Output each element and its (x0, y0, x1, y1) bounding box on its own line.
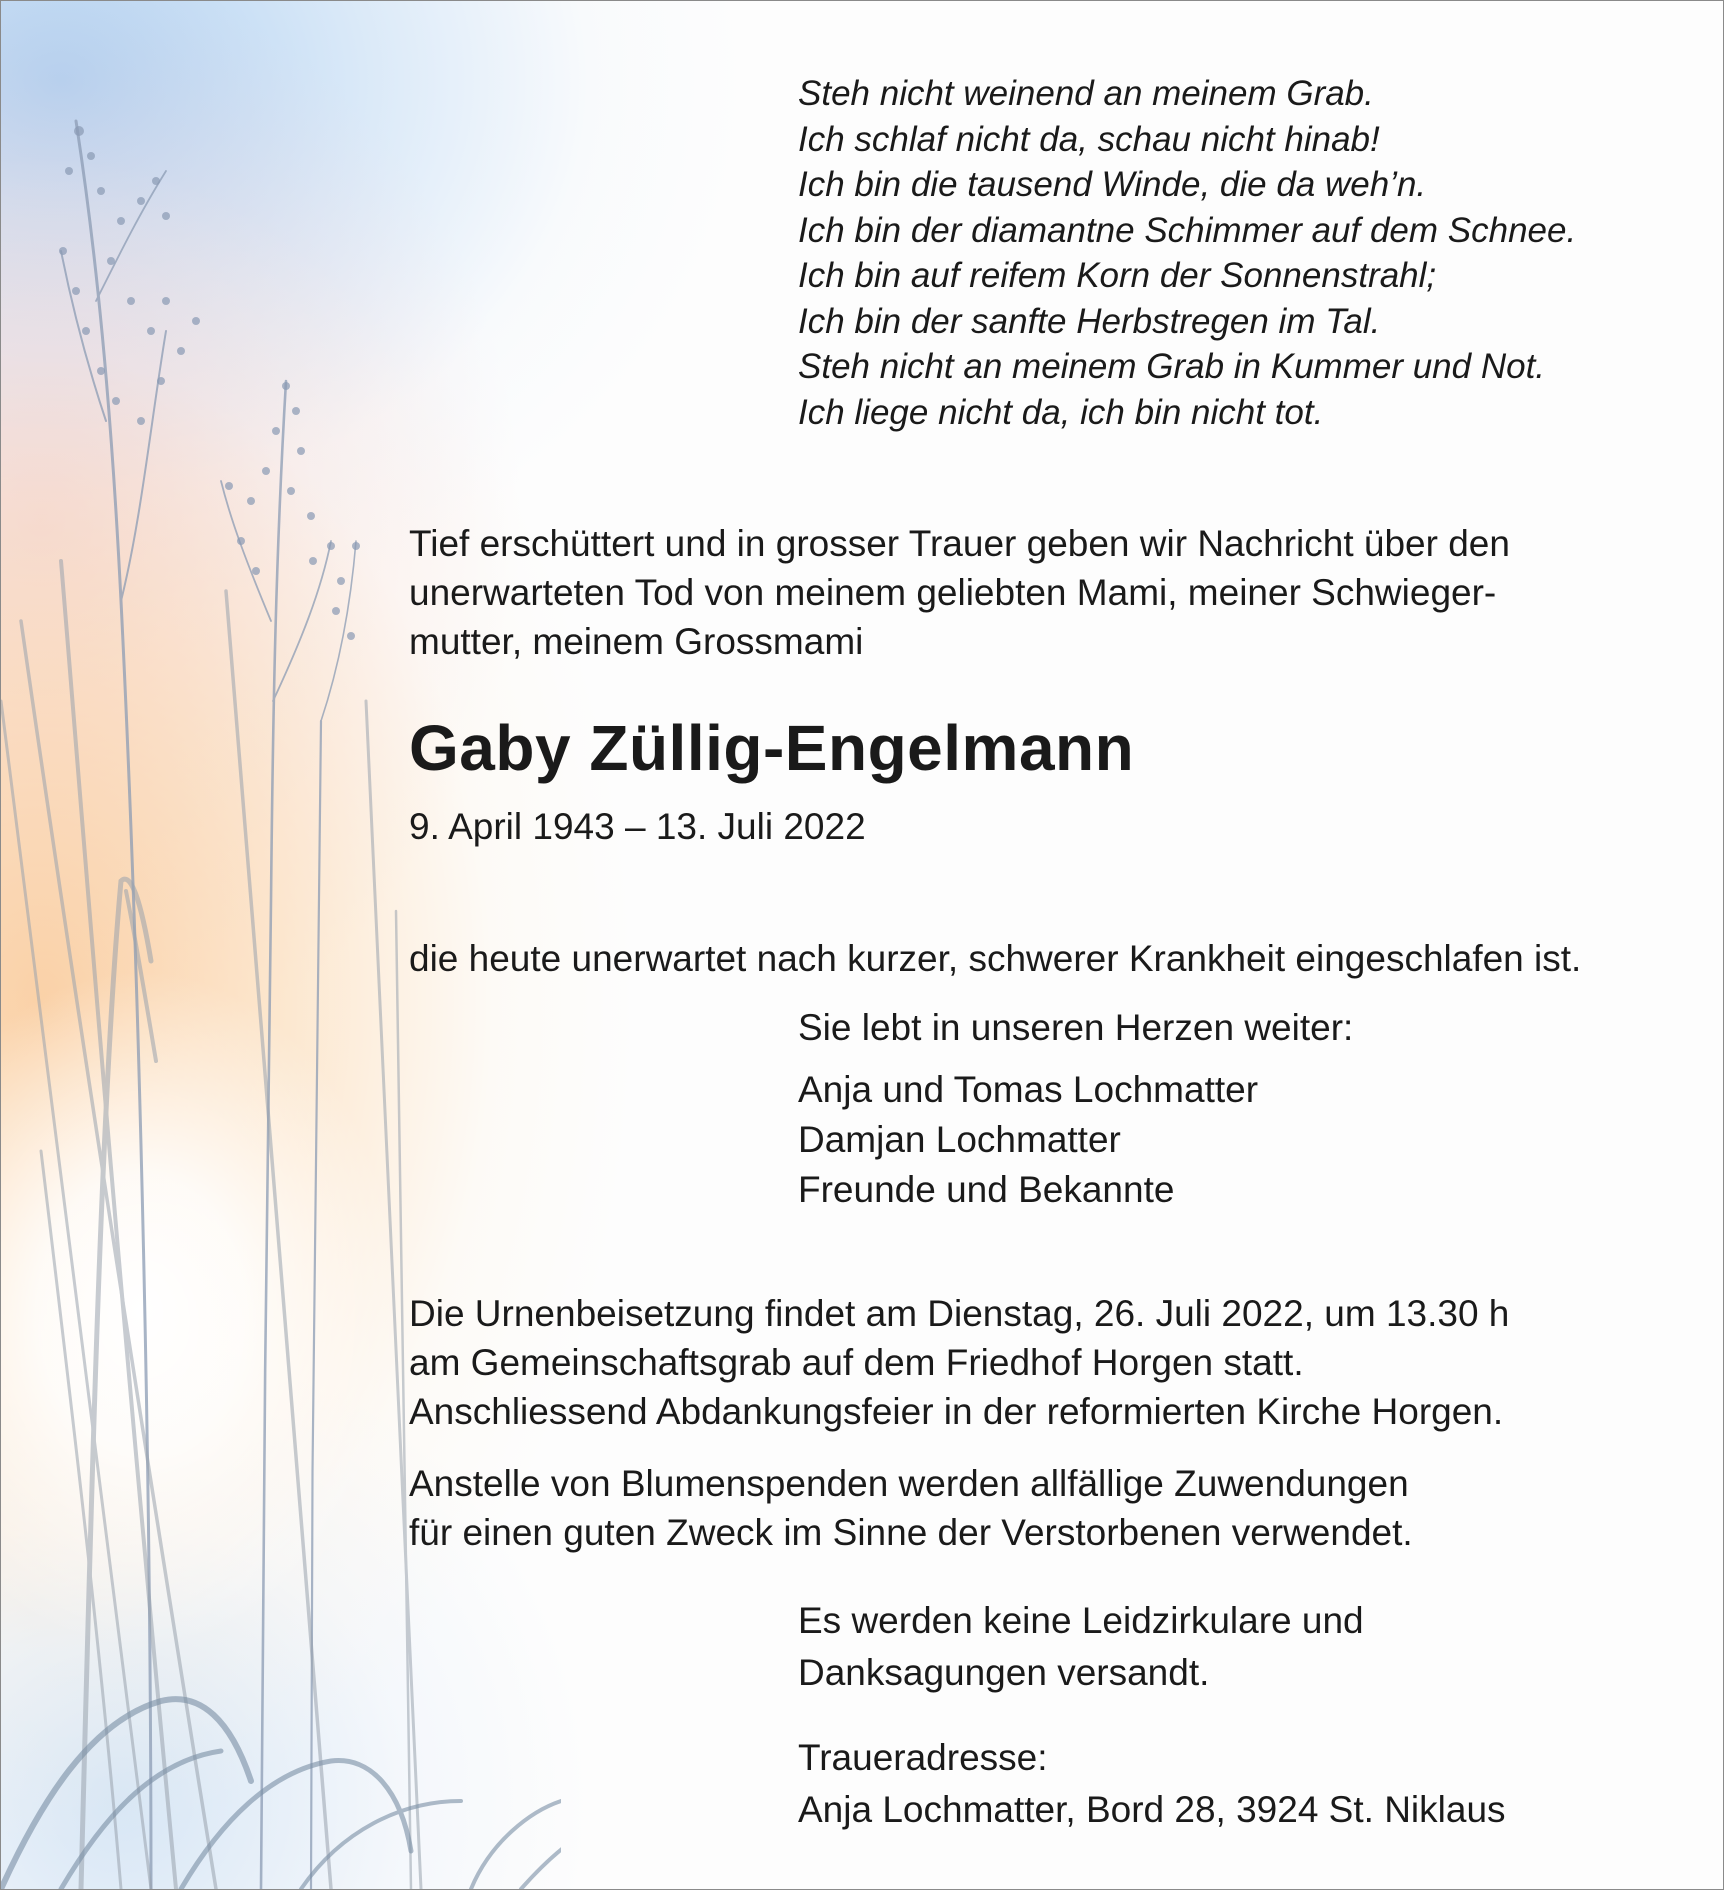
deceased-name: Gaby Züllig-Engelmann (409, 712, 1135, 784)
intro-line: mutter, meinem Grossmami (409, 621, 864, 662)
poem-line: Ich bin die tausend Winde, die da weh’n. (798, 165, 1427, 204)
mourners-list (798, 1065, 1258, 1215)
poem (798, 71, 1576, 435)
circulars-line: Danksagungen versandt. (798, 1652, 1210, 1693)
intro-paragraph (409, 519, 1510, 666)
circulars-line: Es werden keine Leidzirkulare und (798, 1600, 1364, 1641)
service-line: Anschliessend Abdankungsfeier in der reformierten Kirche Horgen. (409, 1391, 1504, 1432)
donation-line: Anstelle von Blumenspenden werden allfällige Zuwendungen (409, 1463, 1409, 1504)
poem-line: Steh nicht weinend an meinem Grab. (798, 74, 1374, 113)
service-paragraph (409, 1289, 1509, 1436)
in-hearts-line: Sie lebt in unseren Herzen weiter: (798, 1007, 1354, 1048)
address-label: Traueradresse: (798, 1737, 1048, 1778)
poem-line: Ich liege nicht da, ich bin nicht tot. (798, 392, 1324, 432)
poem-line: Ich bin der sanfte Herbstregen im Tal. (798, 301, 1381, 341)
donation-paragraph (409, 1459, 1413, 1557)
poem-line: Ich bin der diamantne Schimmer auf dem Schnee. (798, 210, 1577, 250)
intro-line: Tief erschüttert und in grosser Trauer geben wir Nachricht über den (409, 523, 1510, 564)
mourner: Damjan Lochmatter (798, 1119, 1121, 1160)
address-value: Anja Lochmatter, Bord 28, 3924 St. Niklaus (798, 1789, 1506, 1830)
poem-line: Ich schlaf nicht da, schau nicht hinab! (798, 119, 1380, 159)
mourner: Anja und Tomas Lochmatter (798, 1069, 1259, 1110)
passing-sentence: die heute unerwartet nach kurzer, schwerer Krankheit eingeschlafen ist. (409, 938, 1582, 979)
circulars-note (798, 1595, 1364, 1699)
service-line: Die Urnenbeisetzung findet am Dienstag, 26. Juli 2022, um 13.30 h (409, 1293, 1510, 1334)
mourner: Freunde und Bekannte (798, 1169, 1175, 1210)
donation-line: für einen guten Zweck im Sinne der Verstorbenen verwendet. (409, 1512, 1413, 1553)
poem-line: Ich bin auf reifem Korn der Sonnenstrahl; (798, 256, 1437, 295)
life-dates: 9. April 1943 – 13. Juli 2022 (409, 806, 866, 847)
service-line: am Gemeinschaftsgrab auf dem Friedhof Horgen statt. (409, 1342, 1304, 1383)
poem-line: Steh nicht an meinem Grab in Kummer und Not. (798, 347, 1546, 386)
mourning-address (798, 1732, 1506, 1836)
intro-line: unerwarteten Tod von meinem geliebten Mami, meiner Schwieger- (409, 572, 1497, 613)
